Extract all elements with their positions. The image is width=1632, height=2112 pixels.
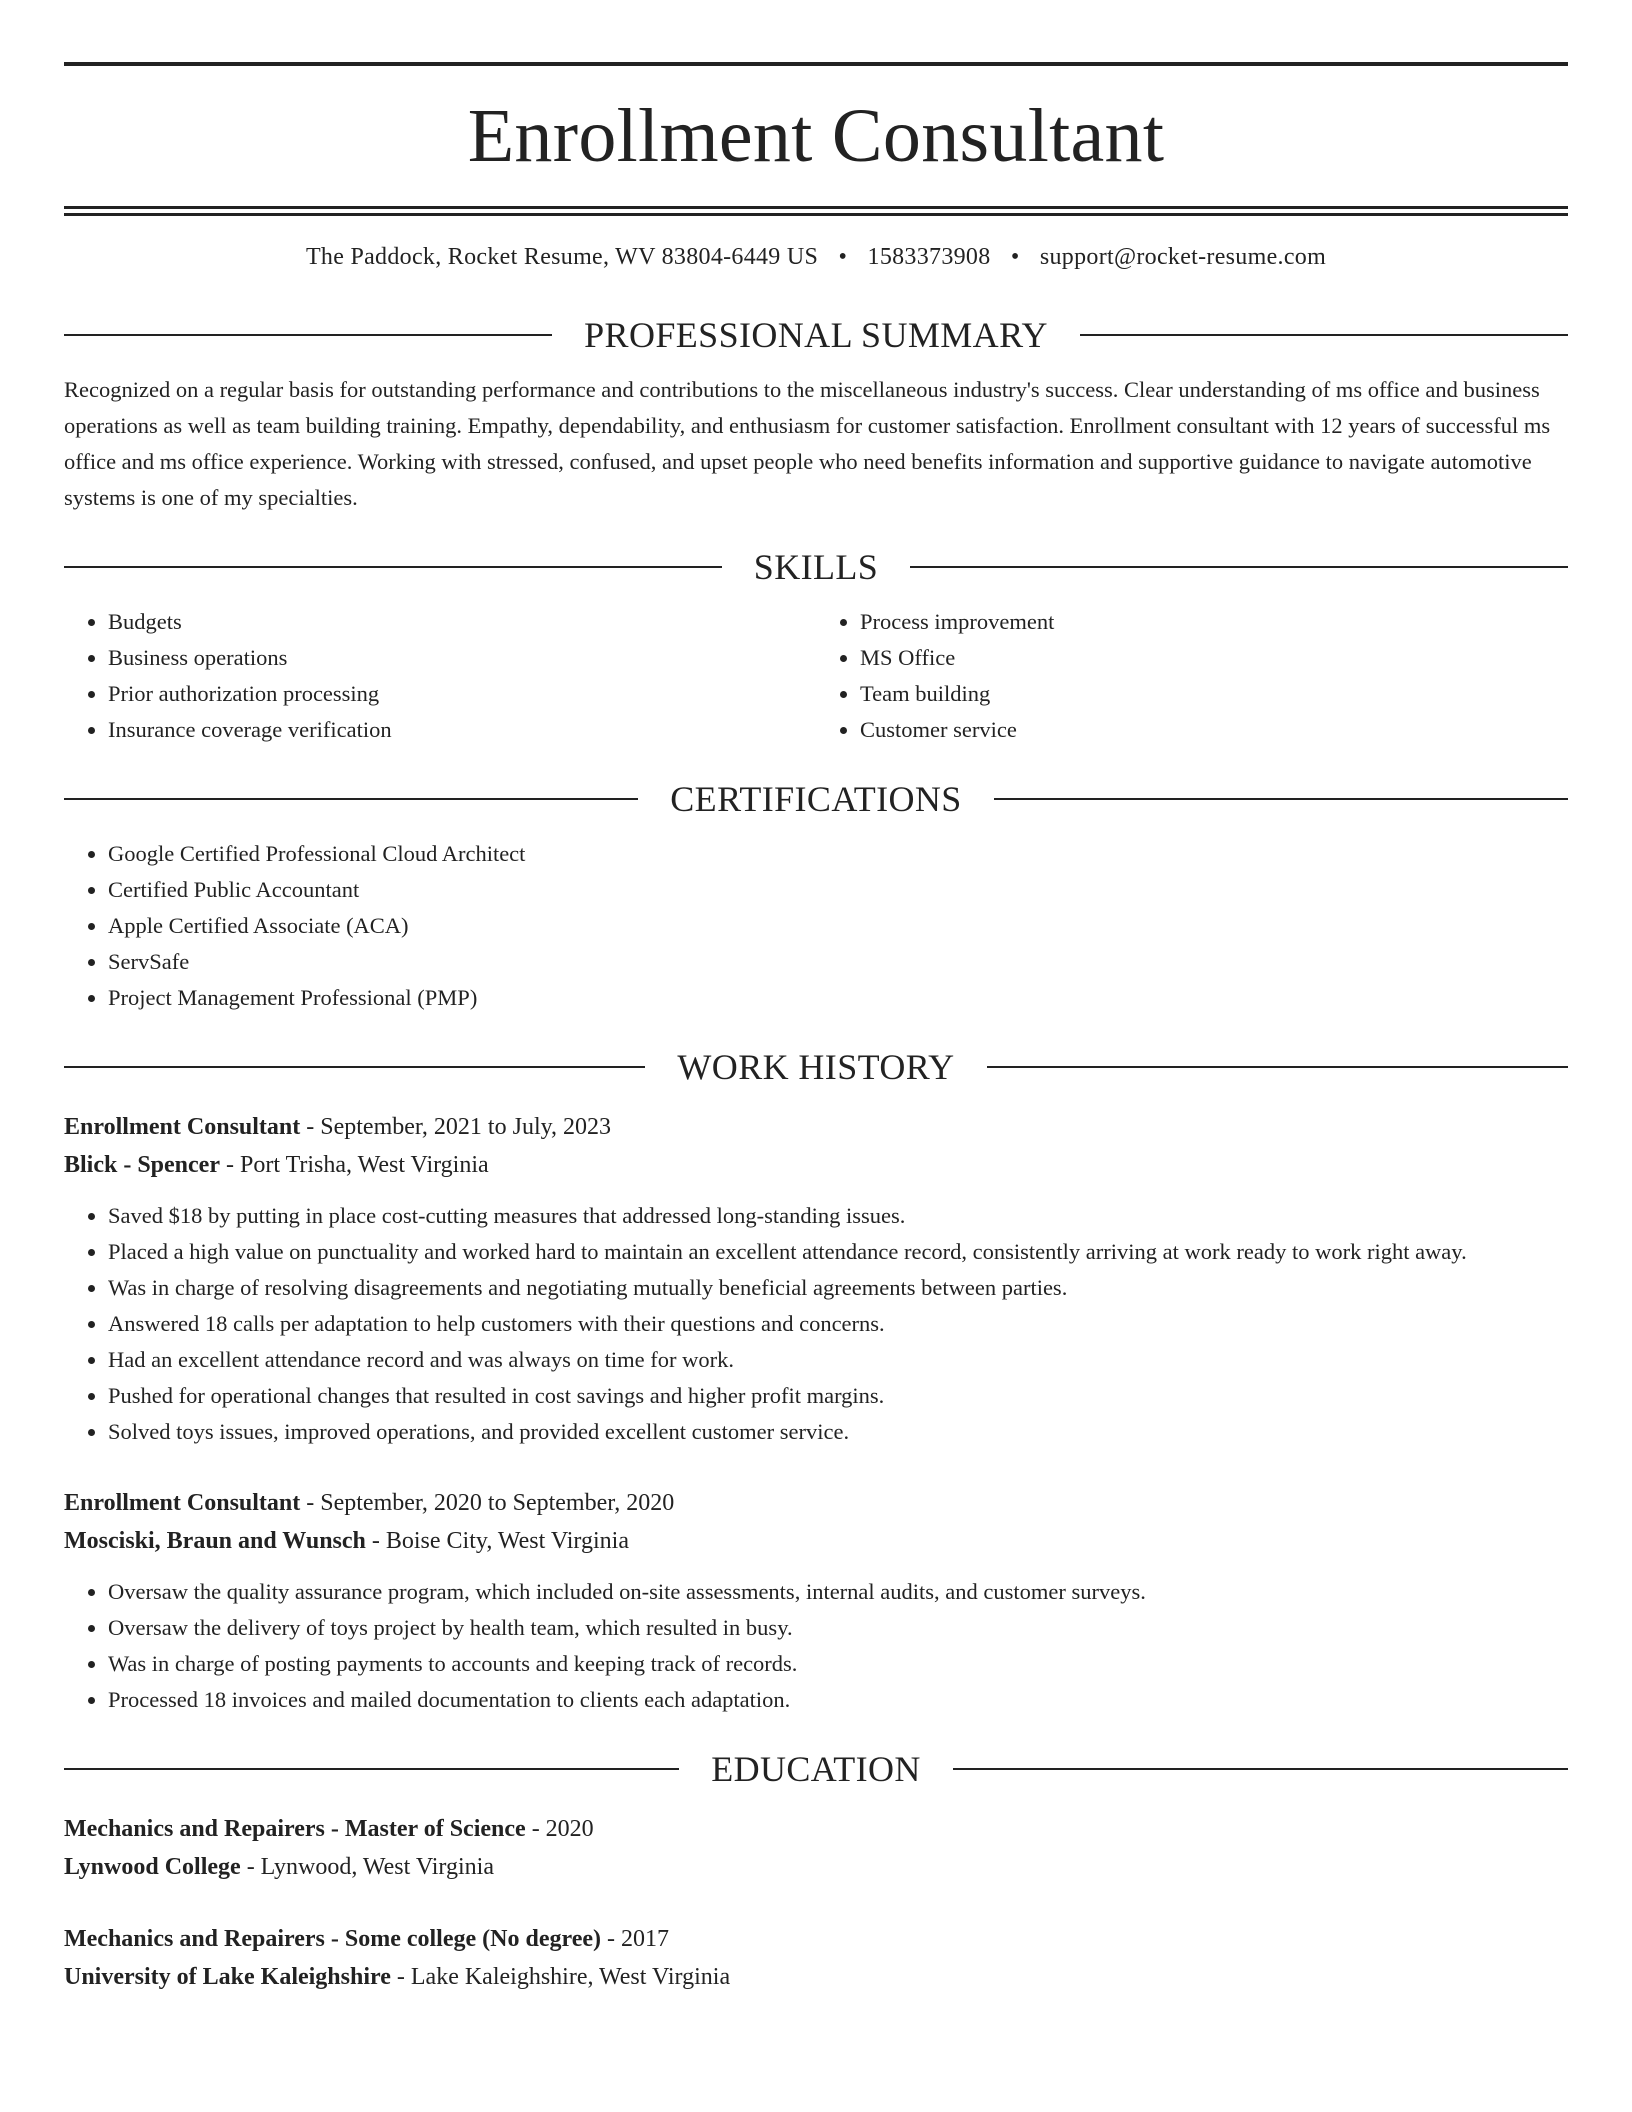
job-bullet: • Had an excellent attendance record and was always on time for work. [108, 1342, 1568, 1378]
job-title-line [64, 1108, 1568, 1146]
job-location: - Boise City, West Virginia [365, 1528, 629, 1554]
heading-rule [1080, 334, 1568, 336]
skill-item: • Prior authorization processing [108, 676, 816, 712]
job-bullet: • Oversaw the quality assurance program, which included on-site assessments, internal audits, and customer surveys. [108, 1574, 1568, 1610]
heading-rule [64, 334, 552, 336]
job-entry [64, 1484, 1568, 1718]
job-company: Blick - Spencer [64, 1152, 220, 1178]
skill-item: • Team building [860, 676, 1568, 712]
contact-separator: • [838, 244, 848, 270]
heading-rule [64, 798, 638, 800]
heading-rule [910, 566, 1568, 568]
certification-item: • Certified Public Accountant [108, 872, 1568, 908]
job-bullet: • Was in charge of posting payments to accounts and keeping track of records. [108, 1646, 1568, 1682]
contact-line [64, 244, 1568, 284]
job-bullet: • Processed 18 invoices and mailed documentation to clients each adaptation. [108, 1682, 1568, 1718]
job-dates: - September, 2020 to September, 2020 [300, 1490, 675, 1516]
contact-address: The Paddock, Rocket Resume, WV 83804-6449 US [305, 244, 819, 270]
skills-column-right [816, 604, 1568, 748]
skill-item: • Insurance coverage verification [108, 712, 816, 748]
job-dates: - September, 2021 to July, 2023 [300, 1114, 612, 1140]
job-bullets [64, 1198, 1568, 1450]
section-heading-skills [64, 540, 1568, 594]
education-year: - 2017 [601, 1926, 669, 1952]
job-company: Mosciski, Braun and Wunsch [64, 1528, 366, 1554]
section-title: CERTIFICATIONS [670, 779, 962, 819]
job-bullet: • Solved toys issues, improved operations, and provided excellent customer service. [108, 1414, 1568, 1450]
education-degree: Mechanics and Repairers - Master of Science [64, 1816, 526, 1842]
education-school-line [64, 1958, 1568, 1996]
job-bullet: • Was in charge of resolving disagreements and negotiating mutually beneficial agreements between parties. [108, 1270, 1568, 1306]
job-bullets [64, 1574, 1568, 1718]
education-entry [64, 1920, 1568, 1996]
title-double-rule [64, 206, 1568, 216]
section-heading-summary [64, 308, 1568, 362]
skill-item: • Process improvement [860, 604, 1568, 640]
education-degree: Mechanics and Repairers - Some college (No degree) [64, 1926, 601, 1952]
job-title-line [64, 1484, 1568, 1522]
job-company-line [64, 1146, 1568, 1184]
job-bullet: • Answered 18 calls per adaptation to help customers with their questions and concerns. [108, 1306, 1568, 1342]
top-rule [64, 62, 1568, 66]
section-title: PROFESSIONAL SUMMARY [584, 315, 1048, 355]
certification-item: • Google Certified Professional Cloud Architect [108, 836, 1568, 872]
job-entry [64, 1108, 1568, 1450]
certification-item: • ServSafe [108, 944, 1568, 980]
section-heading-certifications [64, 772, 1568, 826]
job-title: Enrollment Consultant [64, 1490, 301, 1516]
contact-email: support@rocket-resume.com [1039, 244, 1327, 270]
heading-rule [987, 1066, 1568, 1068]
skill-item: • Business operations [108, 640, 816, 676]
skill-item: • Budgets [108, 604, 816, 640]
heading-rule [953, 1768, 1568, 1770]
education-year: - 2020 [525, 1816, 594, 1842]
job-bullet: • Oversaw the delivery of toys project by health team, which resulted in busy. [108, 1610, 1568, 1646]
certification-item: • Apple Certified Associate (ACA) [108, 908, 1568, 944]
education-degree-line [64, 1810, 1568, 1848]
resume-title: Enrollment Consultant [467, 94, 1165, 178]
skills-column-left [64, 604, 816, 748]
section-heading-education [64, 1742, 1568, 1796]
skill-item: • MS Office [860, 640, 1568, 676]
section-title: EDUCATION [711, 1749, 921, 1789]
heading-rule [64, 566, 722, 568]
skill-item: • Customer service [860, 712, 1568, 748]
heading-rule [64, 1768, 679, 1770]
education-school: University of Lake Kaleighshire [64, 1964, 391, 1990]
job-bullet: • Pushed for operational changes that resulted in cost savings and higher profit margins. [108, 1378, 1568, 1414]
education-school: Lynwood College [64, 1854, 241, 1880]
heading-rule [64, 1066, 645, 1068]
education-school-line [64, 1848, 1568, 1886]
section-heading-work-history [64, 1040, 1568, 1094]
job-bullet: • Placed a high value on punctuality and worked hard to maintain an excellent attendance record, consistently arriving at work ready to work right away. [108, 1234, 1568, 1270]
certifications-list [64, 836, 1568, 1016]
contact-phone: 1583373908 [867, 244, 991, 270]
education-entry [64, 1810, 1568, 1886]
heading-rule [994, 798, 1568, 800]
skills-list [64, 594, 1568, 748]
job-title: Enrollment Consultant [64, 1114, 301, 1140]
job-location: - Port Trisha, West Virginia [220, 1152, 489, 1178]
job-bullet: • Saved $18 by putting in place cost-cutting measures that addressed long-standing issues. [108, 1198, 1568, 1234]
contact-separator: • [1010, 244, 1020, 270]
certification-item: • Project Management Professional (PMP) [108, 980, 1568, 1016]
job-company-line [64, 1522, 1568, 1560]
education-location: - Lake Kaleighshire, West Virginia [390, 1964, 731, 1990]
summary-text: Recognized on a regular basis for outstanding performance and contributions to the miscellaneous industry's success. Clear understanding of ms office and business operations as well as team building training. Empathy, dependability, and enthusiasm for customer satisfaction. Enrollment consultant with 12 years of successful ms office and ms office experience. Working with stressed, confused, and upset people who need benefits information and supportive guidance to navigate automotive systems is one of my specialties. [64, 377, 1551, 510]
education-degree-line [64, 1920, 1568, 1958]
section-title: WORK HISTORY [677, 1047, 955, 1087]
education-location: - Lynwood, West Virginia [240, 1854, 494, 1880]
section-title: SKILLS [753, 547, 879, 587]
